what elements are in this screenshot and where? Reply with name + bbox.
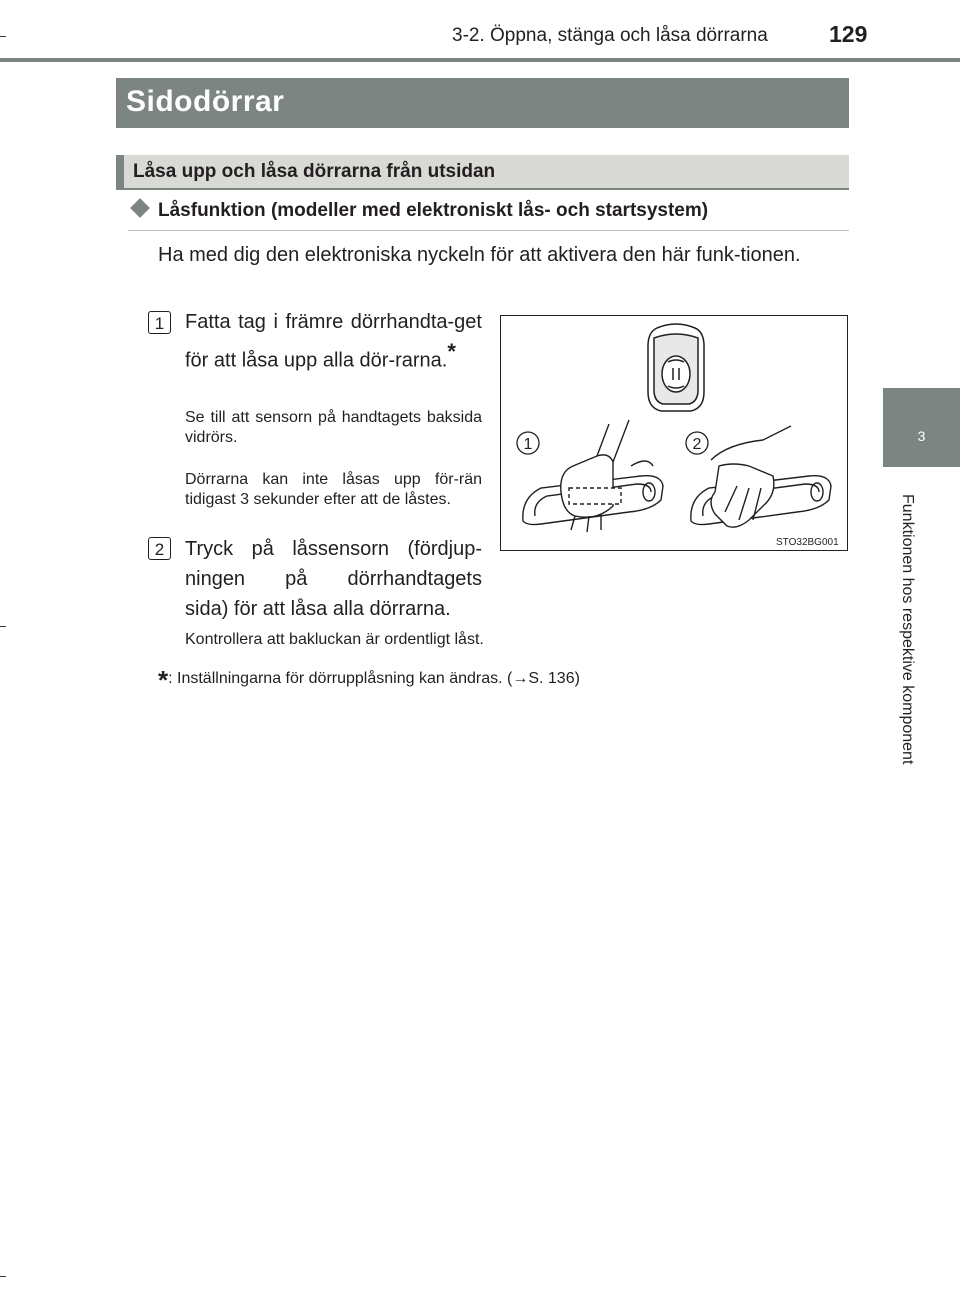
heading-rule	[128, 230, 849, 231]
callout-2-label: 2	[692, 436, 702, 453]
callout-2-icon	[686, 432, 708, 454]
illustration-svg	[501, 316, 846, 549]
door-handle-grip-icon	[523, 420, 663, 532]
callout-1-label: 1	[523, 436, 533, 453]
function-heading: Låsfunktion (modeller med elektroniskt lås- och startsystem)	[158, 200, 709, 221]
smart-key-icon	[648, 324, 704, 411]
header-rule	[0, 58, 960, 62]
page-number: 129	[829, 21, 868, 47]
step-2-line-1: Tryck på låssensorn (fördjup-	[185, 538, 482, 560]
step-2-line-2: ningen på dörrhandtagets	[185, 568, 482, 590]
step-2-line-3: sida) för att låsa alla dörrarna.	[185, 598, 451, 620]
door-handle-sensor-icon	[691, 426, 831, 527]
step-1-badge: 1	[148, 311, 171, 334]
diamond-bullet-icon	[130, 198, 150, 218]
step-2-badge: 2	[148, 537, 171, 560]
step-1-text-body: Fatta tag i främre dörrhandta-get för att låsa upp alla dör-rarna.	[185, 311, 482, 372]
subtitle-accent	[116, 155, 124, 190]
chapter-label: Funktionen hos respektive komponent	[899, 494, 916, 765]
door-handle-illustration	[500, 315, 848, 551]
footnote	[158, 665, 580, 696]
footnote-marker: *	[158, 665, 169, 695]
intro-paragraph: Ha med dig den elektroniska nyckeln för att aktivera den här funk-tionen.	[158, 244, 801, 266]
figure-code: STO32BG001	[776, 537, 839, 548]
callout-1-icon	[517, 432, 539, 454]
step-1-note-2: Dörrarna kan inte låsas upp för-rän tidigast 3 sekunder efter att de låstes.	[185, 471, 482, 508]
crop-mark	[0, 626, 6, 627]
crop-mark	[0, 1276, 6, 1277]
crop-mark	[0, 36, 6, 37]
step-2-text	[185, 534, 482, 624]
chapter-number: 3	[917, 428, 926, 444]
step-1-note-1: Se till att sensorn på handtagets baksida vidrörs.	[185, 409, 482, 446]
step-1-text	[185, 307, 482, 376]
step-1-footnote-marker: *	[447, 339, 456, 364]
header-section-title: 3-2. Öppna, stänga och låsa dörrarna	[452, 25, 768, 46]
page-title: Sidodörrar	[126, 85, 285, 118]
step-2-note: Kontrollera att bakluckan är ordentligt låst.	[185, 631, 484, 648]
section-subtitle: Låsa upp och låsa dörrarna från utsidan	[133, 161, 496, 182]
footnote-text: : Inställningarna för dörrupplåsning kan ändras. (→S. 136)	[168, 670, 580, 687]
